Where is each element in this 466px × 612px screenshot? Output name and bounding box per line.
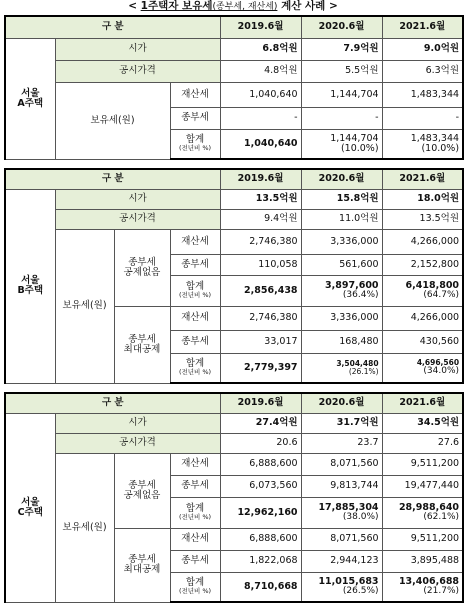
title-rest: 계산 사례 [277,0,326,12]
cell-value: 2,746,380 [220,306,301,330]
cell-value: 9.0억원 [382,38,463,60]
table-row [5,60,463,82]
total-pct: (36.4%) [342,289,379,300]
table-house-a [4,15,464,160]
cell-value [382,275,463,306]
cell-value [301,497,382,528]
total-value: 1,144,704 [330,132,379,144]
cell-value: 9.4억원 [220,209,301,229]
total-value: 12,962,160 [237,506,298,518]
total-pct: (34.0%) [423,365,460,376]
total-value: 8,710,668 [244,580,298,592]
cell-value: 15.8억원 [301,189,382,209]
total-value: 11,015,683 [318,576,379,588]
official-price-label: 공시가격 [55,209,220,229]
total-pct: (62.1%) [423,511,460,522]
header-row [5,169,463,189]
cell-value: 4,266,000 [382,229,463,254]
table-row [5,82,463,107]
header-2020: 2020.6월 [301,16,382,38]
table-row [5,453,463,475]
table-row [5,433,463,453]
cell-value: 3,336,000 [301,229,382,254]
cell-value: 33,017 [220,330,301,353]
cell-value: 5.5억원 [301,60,382,82]
total-pct: (26.5%) [342,586,379,597]
table-row [5,229,463,254]
table-house-b [4,168,464,384]
cell-value: 23.7 [301,433,382,453]
property-tax-label: 재산세 [170,229,220,254]
total-value: 6,418,800 [405,279,460,291]
cell-value: 4,266,000 [382,306,463,330]
total-text: 합계 [185,358,205,370]
cell-value: 34.5억원 [382,413,463,433]
cell-value: 13.5억원 [382,209,463,229]
property-tax-label: 재산세 [170,82,220,107]
cell-value: 27.6 [382,433,463,453]
total-pct: (10.0%) [421,142,460,154]
cell-value [301,353,382,383]
house-b-label [5,189,55,383]
header-row [5,16,463,38]
title-prefix: < [128,0,141,12]
cell-value: 6,073,560 [220,475,301,497]
no-deduction-label: 종부세 공제없음 [114,229,170,306]
total-pct: (10.0%) [340,142,379,154]
holding-tax-label: 보유세(원) [55,82,170,159]
total-value: 1,040,640 [244,137,298,149]
cell-value [220,129,301,159]
total-value: 4,696,560 [416,358,460,368]
cell-value: - [301,107,382,129]
cell-value [382,129,463,159]
total-label [170,129,220,159]
property-tax-label: 재산세 [170,453,220,475]
property-tax-label: 재산세 [170,528,220,550]
cell-value: - [220,107,301,129]
holding-tax-label: 보유세(원) [55,229,114,383]
cell-value: 18.0억원 [382,189,463,209]
header-2019: 2019.6월 [220,16,301,38]
house-b-name: 서울 B주택 [17,275,44,296]
cell-value: 6,888,600 [220,528,301,550]
price-label: 시가 [55,413,220,433]
table-row [5,38,463,60]
cell-value: 6.3억원 [382,60,463,82]
cell-value [301,275,382,306]
cell-value: 13.5억원 [220,189,301,209]
total-value: 3,897,600 [325,279,379,291]
cell-value: 2,152,800 [382,254,463,275]
comp-tax-label: 종부세 [170,475,220,497]
no-deduction-label: 종부세 공제없음 [114,453,170,528]
total-text: 합계 [185,503,205,515]
title-suffix: > [325,0,338,12]
header-2021: 2021.6월 [382,169,463,189]
cell-value [301,129,382,159]
cell-value: 561,600 [301,254,382,275]
holding-tax-label: 보유세(원) [55,453,114,602]
cell-value: 430,560 [382,330,463,353]
total-text: 합계 [185,577,205,589]
table-row [5,189,463,209]
header-2020: 2020.6월 [301,169,382,189]
total-value: 1,483,344 [410,132,460,144]
cell-value: - [382,107,463,129]
cell-value [220,353,301,383]
cell-value [220,572,301,602]
cell-value: 168,480 [301,330,382,353]
cell-value [382,572,463,602]
total-pct: (64.7%) [423,289,460,300]
header-2021: 2021.6월 [382,16,463,38]
official-price-label: 공시가격 [55,433,220,453]
total-label [170,275,220,306]
total-note: (전년비 %) [178,144,212,153]
cell-value [220,275,301,306]
price-label: 시가 [55,189,220,209]
total-note: (전년비 %) [178,368,212,377]
table-row [5,413,463,433]
table-row [5,209,463,229]
total-value: 2,779,397 [244,361,298,373]
cell-value: 9,813,744 [301,475,382,497]
cell-value [301,572,382,602]
header-2021: 2021.6월 [382,393,463,413]
header-2019: 2019.6월 [220,393,301,413]
total-note: (전년비 %) [178,513,212,522]
cell-value [382,353,463,383]
total-pct: (26.1%) [348,366,379,376]
comp-tax-label: 종부세 [170,330,220,353]
comp-tax-label: 종부세 [170,254,220,275]
header-category: 구 분 [5,16,220,38]
house-c-label [5,413,55,602]
cell-value: 1,040,640 [220,82,301,107]
cell-value: 2,746,380 [220,229,301,254]
cell-value: 4.8억원 [220,60,301,82]
cell-value: 3,895,488 [382,550,463,572]
title-paren: (종부세, 재산세) [212,2,278,12]
max-deduction-label: 종부세 최대공제 [114,528,170,602]
header-category: 구 분 [5,169,220,189]
cell-value [220,497,301,528]
cell-value: 20.6 [220,433,301,453]
cell-value: 6,888,600 [220,453,301,475]
house-a-name: 서울 A주택 [17,87,44,109]
cell-value: 7.9억원 [301,38,382,60]
cell-value: 11.0억원 [301,209,382,229]
comp-tax-label: 종부세 [170,550,220,572]
cell-value: 110,058 [220,254,301,275]
total-text: 합계 [185,134,205,146]
comp-tax-label: 종부세 [170,107,220,129]
property-tax-label: 재산세 [170,306,220,330]
cell-value [382,497,463,528]
max-deduction-label: 종부세 최대공제 [114,306,170,383]
cell-value: 8,071,560 [301,528,382,550]
cell-value: 27.4억원 [220,413,301,433]
header-2019: 2019.6월 [220,169,301,189]
page-title [0,0,466,12]
total-value: 28,988,640 [398,501,460,513]
cell-value: 1,822,068 [220,550,301,572]
total-pct: (38.0%) [342,511,379,522]
total-value: 2,856,438 [244,284,298,296]
total-pct: (21.7%) [423,586,460,597]
cell-value: 1,483,344 [382,82,463,107]
cell-value: 1,144,704 [301,82,382,107]
total-value: 13,406,688 [398,576,460,588]
total-value: 17,885,304 [318,501,379,513]
header-2020: 2020.6월 [301,393,382,413]
cell-value: 9,511,200 [382,453,463,475]
total-value: 3,504,480 [336,358,379,368]
cell-value: 3,336,000 [301,306,382,330]
total-text: 합계 [185,281,205,293]
cell-value: 2,944,123 [301,550,382,572]
title-main: 1주택자 보유세 [140,0,213,12]
total-note: (전년비 %) [178,587,212,596]
house-c-name: 서울 C주택 [17,496,43,518]
cell-value: 9,511,200 [382,528,463,550]
cell-value: 8,071,560 [301,453,382,475]
total-label [170,353,220,383]
total-note: (전년비 %) [178,291,212,300]
cell-value: 31.7억원 [301,413,382,433]
total-label [170,497,220,528]
cell-value: 6.8억원 [220,38,301,60]
table-house-c [4,392,464,603]
official-price-label: 공시가격 [55,60,220,82]
total-label [170,572,220,602]
header-category: 구 분 [5,393,220,413]
price-label: 시가 [55,38,220,60]
house-a-label [5,38,55,159]
header-row [5,393,463,413]
cell-value: 19,477,440 [382,475,463,497]
